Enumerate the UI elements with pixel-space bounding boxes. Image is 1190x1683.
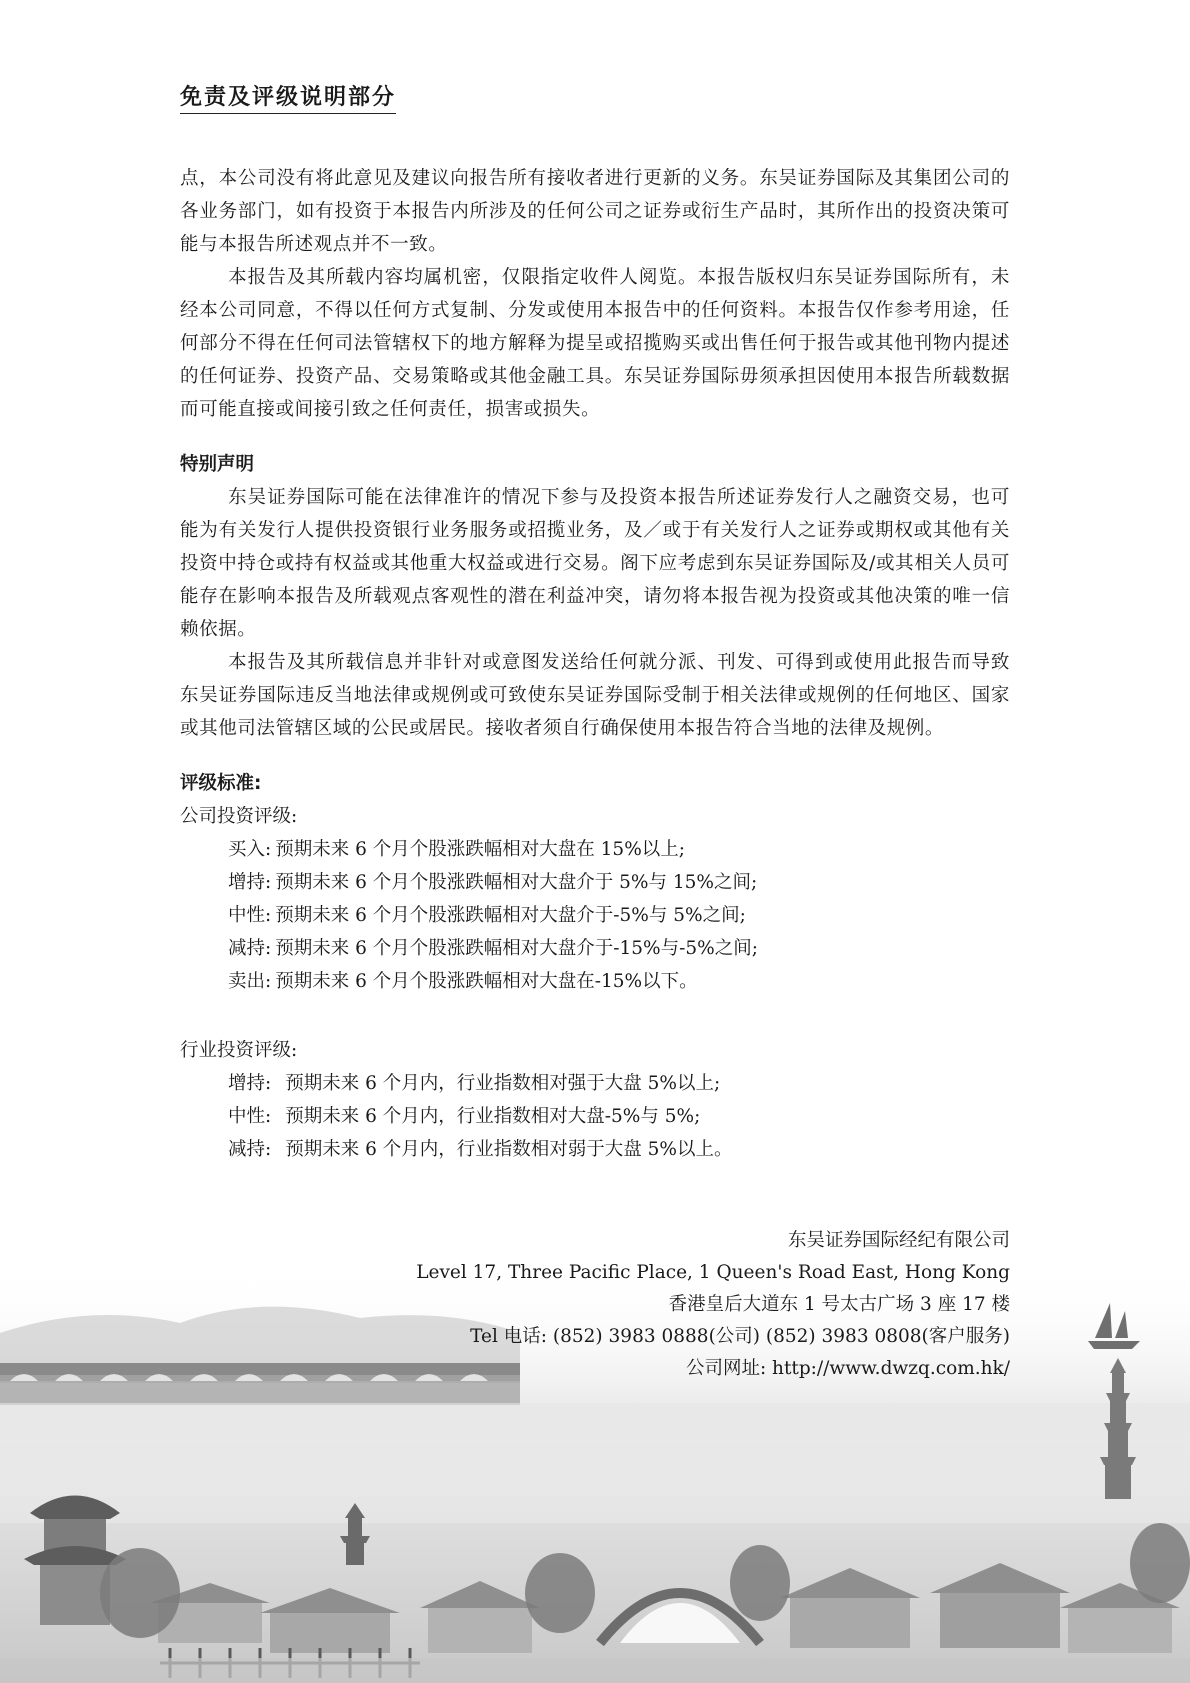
company-rating-item [180,833,1010,866]
rating-desc: 预期未来 6 个月个股涨跌幅相对大盘介于-15%与-5%之间; [275,938,758,959]
spacer [180,998,1010,1034]
footer-company-name: 东吴证券国际经纪有限公司 [787,1230,1010,1251]
company-rating-item [180,932,1010,965]
footer-address-cn: 香港皇后大道东 1 号太古广场 3 座 17 楼 [668,1294,1010,1315]
disclaimer-paragraph: 点，本公司没有将此意见及建议向报告所有接收者进行更新的义务。东吴证券国际及其集团公司的各业务部门，如有投资于本报告内所涉及的任何公司之证券或衍生产品时，其所作出的投资决策可能与本报告所述观点并不一致。 [180,168,1010,255]
rating-name: 中性: [228,905,272,926]
rating-desc: 预期未来 6 个月个股涨跌幅相对大盘介于 5%与 15%之间; [275,872,758,893]
rating-name: 减持: [228,1139,272,1160]
rating-desc: 预期未来 6 个月内，行业指数相对强于大盘 5%以上; [285,1073,721,1094]
spacer [180,745,1010,767]
rating-name: 增持: [228,872,272,893]
special-statement-paragraph: 东吴证券国际可能在法律准许的情况下参与及投资本报告所述证券发行人之融资交易，也可能为有关发行人提供投资银行业务服务或招揽业务，及／或于有关发行人之证券或期权或其他有关投资中持仓或持有权益或其他重大权益或进行交易。阁下应考虑到东吴证券国际及/或其相关人员可能存在影响本报告及所载观点客观性的潜在利益冲突，请勿将本报告视为投资或其他决策的唯一信赖依据。 [180,487,1010,640]
rating-desc: 预期未来 6 个月内，行业指数相对大盘-5%与 5%; [285,1106,701,1127]
rating-standard-heading: 评级标准: [180,773,262,794]
industry-rating-item [180,1100,1010,1133]
footer-telephone: Tel 电话: (852) 3983 0888(公司) (852) 3983 0808(客户服务) [470,1326,1010,1347]
rating-desc: 预期未来 6 个月个股涨跌幅相对大盘在 15%以上; [275,839,686,860]
rating-name: 减持: [228,938,272,959]
spacer [180,426,1010,448]
footer-website-link[interactable]: 公司网址: http://www.dwzq.com.hk/ [685,1358,1010,1379]
company-rating-item [180,965,1010,998]
rating-name: 中性: [228,1106,272,1127]
special-statement-paragraph: 本报告及其所载信息并非针对或意图发送给任何就分派、刊发、可得到或使用此报告而导致东吴证券国际违反当地法律或规例或可致使东吴证券国际受制于相关法律或规例的任何地区、国家或其他司法管辖区域的公民或居民。接收者须自行确保使用本报告符合当地的法律及规例。 [180,652,1010,739]
rating-desc: 预期未来 6 个月个股涨跌幅相对大盘介于-5%与 5%之间; [275,905,746,926]
rating-name: 卖出: [228,971,272,992]
disclaimer-paragraph: 本报告及其所载内容均属机密，仅限指定收件人阅览。本报告版权归东吴证券国际所有，未经本公司同意，不得以任何方式复制、分发或使用本报告中的任何资料。本报告仅作参考用途，任何部分不得在任何司法管辖权下的地方解释为提呈或招揽购买或出售任何于报告或其他刊物内提述的任何证券、投资产品、交易策略或其他金融工具。东吴证券国际毋须承担因使用本报告所载数据而可能直接或间接引致之任何责任，损害或损失。 [180,267,1010,420]
special-statement-heading: 特别声明 [180,454,255,475]
document-body [180,80,1010,1166]
page-title: 免责及评级说明部分 [180,80,396,114]
industry-rating-item [180,1067,1010,1100]
rating-desc: 预期未来 6 个月内，行业指数相对弱于大盘 5%以上。 [285,1139,733,1160]
company-rating-label: 公司投资评级: [180,806,298,827]
footer-address-en: Level 17, Three Pacific Place, 1 Queen's Road East, Hong Kong [416,1262,1010,1283]
company-rating-item [180,899,1010,932]
company-rating-item [180,866,1010,899]
industry-rating-item [180,1133,1010,1166]
rating-name: 买入: [228,839,272,860]
rating-desc: 预期未来 6 个月个股涨跌幅相对大盘在-15%以下。 [275,971,698,992]
company-footer [416,1225,1010,1385]
lake-water [0,1403,1190,1523]
industry-rating-label: 行业投资评级: [180,1040,298,1061]
rating-name: 增持: [228,1073,272,1094]
ground [0,1658,1190,1683]
